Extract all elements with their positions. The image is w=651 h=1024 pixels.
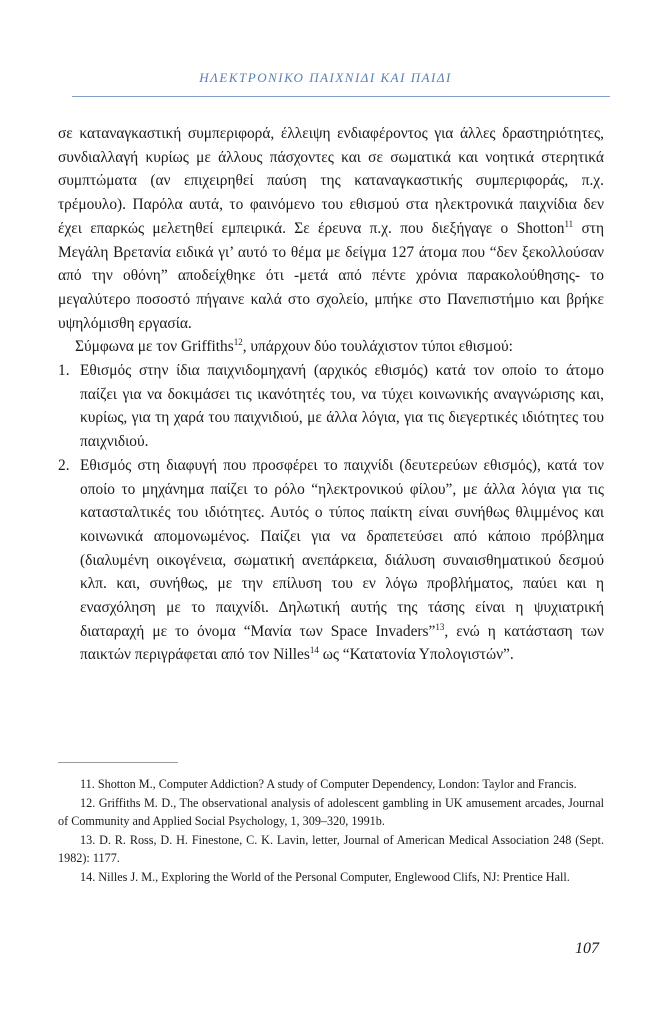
addiction-types-list — [58, 359, 604, 667]
running-head: ΗΛΕΚΤΡΟΝΙΚΟ ΠΑΙΧΝΙΔΙ ΚΑΙ ΠΑΙΔΙ — [199, 70, 452, 85]
footnote-14: 14. Nilles J. M., Exploring the World of the Personal Computer, Englewood Clifs, NJ: Prentice Hall. — [80, 869, 570, 884]
footnote-ref-13: 13 — [435, 621, 445, 632]
paragraph-text: , υπάρχουν δύο τουλάχιστον τύποι εθισμού: — [242, 338, 513, 356]
paragraph — [58, 335, 604, 359]
footnote-12: 12. Griffiths M. D., The observational analysis of adolescent gambling in UK amusement arcades, Journal of Community and Applied Social Psychology, 1, 309–320, 1991b. — [58, 795, 604, 828]
list-item-text: ως “Κατατονία Υπολογιστών”. — [318, 646, 514, 664]
paragraph — [58, 122, 604, 335]
list-item — [58, 454, 604, 667]
list-number: 1. — [58, 362, 70, 380]
page-number: 107 — [575, 940, 599, 957]
list-item — [58, 359, 604, 454]
body-text — [58, 122, 604, 667]
footnote-ref-12: 12 — [233, 337, 243, 348]
footnote-rule — [58, 762, 178, 763]
footnotes — [58, 775, 604, 886]
header-rule — [72, 96, 610, 97]
list-item-text: , ενώ η κατάσταση των παικτών περιγράφεται από τον Nilles — [80, 622, 605, 664]
list-item-text: Εθισμός στην ίδια παιχνιδομηχανή (αρχικός εθισμός) κατά τον οποίο το άτομο παίζει για να δοκιμάσει τις ικανότητές του, να τύχει κοινωνικής αναγνώρισης και, κυρίως, για τη χαρά του παιχνιδιού, με άλλα λόγια, για τις διεγερτικές ιδιότητες του παιχνιδιού. — [80, 362, 604, 451]
paragraph-text: σε καταναγκαστική συμπεριφορά, έλλειψη ενδιαφέροντος για άλλες δραστηριότητες, συνδιαλλαγή κυρίως με άλλους πάσχοντες και σε σωματικά και νοητικά στερητικά συμπτώματα (αν επιχειρηθεί παύση της καταναγκαστικής συμπεριφοράς, π.χ. τρέμουλο). Παρόλα αυτά, το φαινόμενο του εθισμού στα ηλεκτρονικά παιχνίδια δεν έχει επαρκώς μελετηθεί εμπειρικά. Σε έρευνα π.χ. που διεξήγαγε ο Shotton — [58, 125, 604, 237]
paragraph-text: στη Μεγάλη Βρετανία ειδικά γι’ αυτό το θέμα με δείγμα 127 άτομα που “δεν ξεκολλούσαν από την οθόνη” αποδείχθηκε ότι -μετά από πέντε χρόνια παρακολούθησης- το μεγαλύτερο ποσοστό πήγαινε καλά στο σχολείο, μπήκε στο Πανεπιστήμιο και βρήκε υψηλόμισθη εργασία. — [58, 219, 604, 332]
paragraph-text: Σύμφωνα με τον Griffiths — [75, 338, 234, 356]
footnote-ref-14: 14 — [309, 645, 319, 656]
list-number: 2. — [58, 456, 70, 474]
list-item-text: Εθισμός στη διαφυγή που προσφέρει το παιχνίδι (δευτερεύων εθισμός), κατά τον οποίο το μηχάνημα παίζει το ρόλο “ηλεκτρονικού φίλου”, με άλλα λόγια για τις κατασταλτικές του ιδιότητες. Αυτός ο τύπος παίκτη είναι συνήθως θλιμμένος και κοινωνικά απομονωμένος. Παίζει για να δραπετεύσει από κάποιο πρόβλημα (διαλυμένη οικογένεια, σωματική ανεπάρκεια, διάλυση συναισθηματικού δεσμού κλπ. και, συνήθως, με την επίλυση του εν λόγω προβλήματος, παύει και η ενασχόληση με το παιχνίδι. Δηλωτική αυτής της τάσης είναι η ψυχιατρική διαταραχή με το όνομα “Μανία των Space Invaders” — [80, 456, 604, 640]
footnote-11: 11. Shotton M., Computer Addiction? A study of Computer Dependency, London: Taylor and Francis. — [80, 777, 577, 791]
footnote-ref-11: 11 — [564, 218, 574, 229]
footnote-13: 13. D. R. Ross, D. H. Finestone, C. K. Lavin, letter, Journal of American Medical Association 248 (Sept. 1982): 1177. — [58, 832, 604, 865]
